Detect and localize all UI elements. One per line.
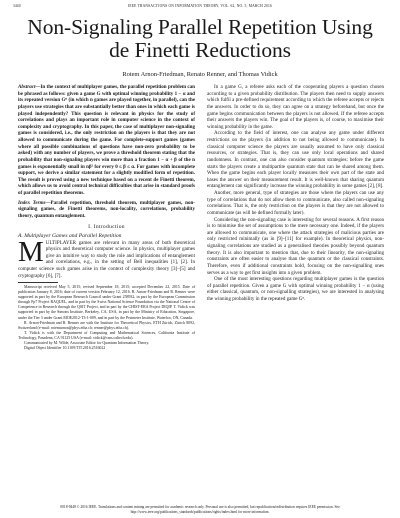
footnote-rule [18,282,58,283]
section-heading: I. Introduction [88,223,125,230]
footnote-manuscript: Manuscript received May 5, 2015; revised September 18, 2015; accepted December 22, 2015. Date of publication January 8, 2016; date of current version February 12, 2016. R. Arnon-Friedman and R. Renner were supported in part by the European Research Council under Grant 258932, in part by the European Commission through Fp7 Project RAQUEL, and in part by the Swiss National Science Foundation via the National Centre of Competence in Research through the QSIT Project, and in part by the CHIST-ERA Project DIQIP. T. Vidick was supported in part by the Simons Institute, Berkeley, CA, USA, in part by the Ministry of Education, Singapore, under the Tier 3 under Grant MOE2012-T3-1-009, and in part by the Perimeter Institute, Waterloo, ON, Canada. [18,285,195,320]
footnote-affiliation-2: T. Vidick is with the Department of Computing and Mathematical Sciences, California Institute of Technology, Pasadena, CA 91125 USA (e-mail: vidick@cms.caltech.edu). [18,330,195,340]
body-paragraph: One of the most interesting questions regarding multiplayer games is the question of parallel repetition. Given a game G with optimal winning probability 1 − α (using either classical, quantum, or non-signalling strategies), we are interested in analysing the winning probability in the repeated game Gⁿ. [207,276,384,302]
body-paragraph: According to the field of interest, one can analyse any game under different restrictions on the players (in addition to not being allowed to communicate). In classical computer science the players are usually assumed to have only classical resources, or strategies. That is, they can use only local operations and shared randomness. In contrast, one can also consider quantum strategies: before the game starts the players create a multipartite quantum state that can be shared among them. When the game begins each player locally measures their own part of the state and bases the answer on their measurement result. It is well-known that sharing quantum entanglement can significantly increase the winning probability in some games [2], [8]. [207,130,384,190]
paper-authors: Rotem Arnon-Friedman, Renato Renner, and Thomas Vidick [122,71,278,78]
body-paragraph: Another, more general, type of strategies are those where the players can use any type of correlations that do not allow them to communicate, also called non-signaling correlations. That is, the only restriction on the players is that they are not allowed to communicate (as will be defined formally later). [207,190,384,216]
body-paragraph: Considering the non-signaling case is interesting for several reasons. A first reason is to minimise the set of assumptions to the mere necessary one. Indeed, if the players are allowed to communicate, one where the attack strategies of malicious parties are only restricted minimally (as in [9]–[11] for example). In theoretical physics, non-signaling correlations are studied as a generalised theories possibly beyond quantum theory. It is also important to mention that, due to their linearity, the non-signaling constraints are often easier to analyse than the quantum or the classical constraints. Therefore, even if additional constraints hold, focusing on the non-signalling ones serves as a way to get first insights into a given problem. [207,216,384,276]
index-terms-lead: Index Terms [18,199,46,206]
right-column [207,84,384,303]
left-column [18,84,195,351]
drop-cap: M [18,235,44,268]
page-number: 3440 [13,4,21,8]
journal-line: IEEE TRANSACTIONS ON INFORMATION THEORY, VOL. 62, NO. 5, MARCH 2016 [127,4,272,8]
abstract: Abstract—In the context of multiplayer games, the parallel repetition problem can be phrased as follows: given a game G with optimal winning probability 1 − α and its repeated version Gⁿ (in which n games are played together, in parallel), can the players use strategies that are substantially better than ones in which each game is played independently? This question is relevant in physics for the study of correlations and plays an important role in computer science in the context of complexity and cryptography. In this paper, the case of multiplayer non-signaling games is considered, i.e., the only restriction on the players is that they are not allowed to communicate during the game. For complete-support games (games where all possible combinations of questions have non-zero probability to be asked) with any number of players, we prove a threshold theorem stating that the probability that non-signaling players win more than a fraction 1 − α + β of the n games is exponentially small in nβ² for every 0 ≤ β ≤ α. For games with incomplete support, we derive a similar statement for a slightly modified form of repetition. The result is proved using a new technique based on a recent de Finetti theorem, which allows us to avoid central technical difficulties that arise in standard proofs of parallel repetition theorems. [18,84,195,196]
abstract-lead: Abstract [18,84,36,90]
footnote-communicated: Communicated by M. Wilde, Associate Editor for Quantum Information Theory. [24,340,150,345]
running-header [0,4,400,14]
footnote-doi: Digital Object Identifier 10.1109/TIT.2016.2516022 [24,345,106,350]
abstract-text: In the context of multiplayer games, the parallel repetition problem can be phrased as follows: given a game G with optimal winning probability 1 − α and its repeated version Gⁿ (in which n games are played together, in parallel), can the players use strategies that are substantially better than ones in which each game is played independently? This question is relevant in physics for the study of correlations and plays an important role in computer science in the context of complexity and cryptography. In this paper, the case of multiplayer non-signaling games is considered, i.e., the only restriction on the players is that they are not allowed to communicate during the game. For complete-support games (games where all possible combinations of questions have non-zero probability to be asked) with any number of players, we prove a threshold theorem stating that the probability that non-signaling players win more than a fraction 1 − α + β of the n games is exponentially small in nβ² for every 0 ≤ β ≤ α. For games with incomplete support, we derive a similar statement for a slightly modified form of repetition. The result is proved using a new technique based on a recent de Finetti theorem, which allows us to avoid central technical difficulties that arise in standard proofs of parallel repetition theorems. [18,84,195,196]
paper-title: Non-Signaling Parallel Repetition Using de Finetti Reductions [27,15,373,62]
intro-text: ULTIPLAYER games are relevant in many areas of both theoretical physics and theoretical computer science. In physics, multiplayer games give an intuitive way to study the role and implications of entanglement and correlations, e.g., in the setting of Bell inequalities [1], [2]. In computer science such games arise in the context of complexity theory [3]–[5] and cryptography [6], [7]. [18,239,195,279]
subsection-heading: A. Multiplayer Games and Parallel Repetition [18,232,122,239]
copyright-footer: 0018-9448 © 2016 IEEE. Translations and content mining are permitted for academic research only. Personal use is also permitted, but republication/redistribution requires IEEE permission. See http://www.ieee.org/publications_standards/publications/rights/index.html for more information. [60,505,340,514]
index-terms-text: Parallel repetition, threshold theorem, multiplayer games, non-signaling games, de Finetti theorems, non-locality, correlations, probability theory, quantum entanglement. [18,199,195,219]
footnote-affiliation-1: R. Arnon-Friedman and R. Renner are with the Institute for Theoretical Physics, ETH Zürich, Zürich 8092, Switzerland (e-mail: rotemarnon@phys.ethz.ch; renner@phys.ethz.ch). [18,320,195,330]
index-terms: Index Terms—Parallel repetition, threshold theorem, multiplayer games, non-signaling games, de Finetti theorems, non-locality, correlations, probability theory, quantum entanglement. [18,199,195,219]
body-paragraph: In a game G, a referee asks each of the cooperating players a question chosen according to a given probability distribution. The players then need to supply answers which fulfil a pre-defined requirement according to which the referee accepts or rejects the answers. In order to do so, they can agree on a strategy beforehand, but once the game begins communication between the players is not allowed. If the referee accepts their answers the players win. The goal of the players is, of course, to maximise their winning probability in the game. [207,84,384,130]
